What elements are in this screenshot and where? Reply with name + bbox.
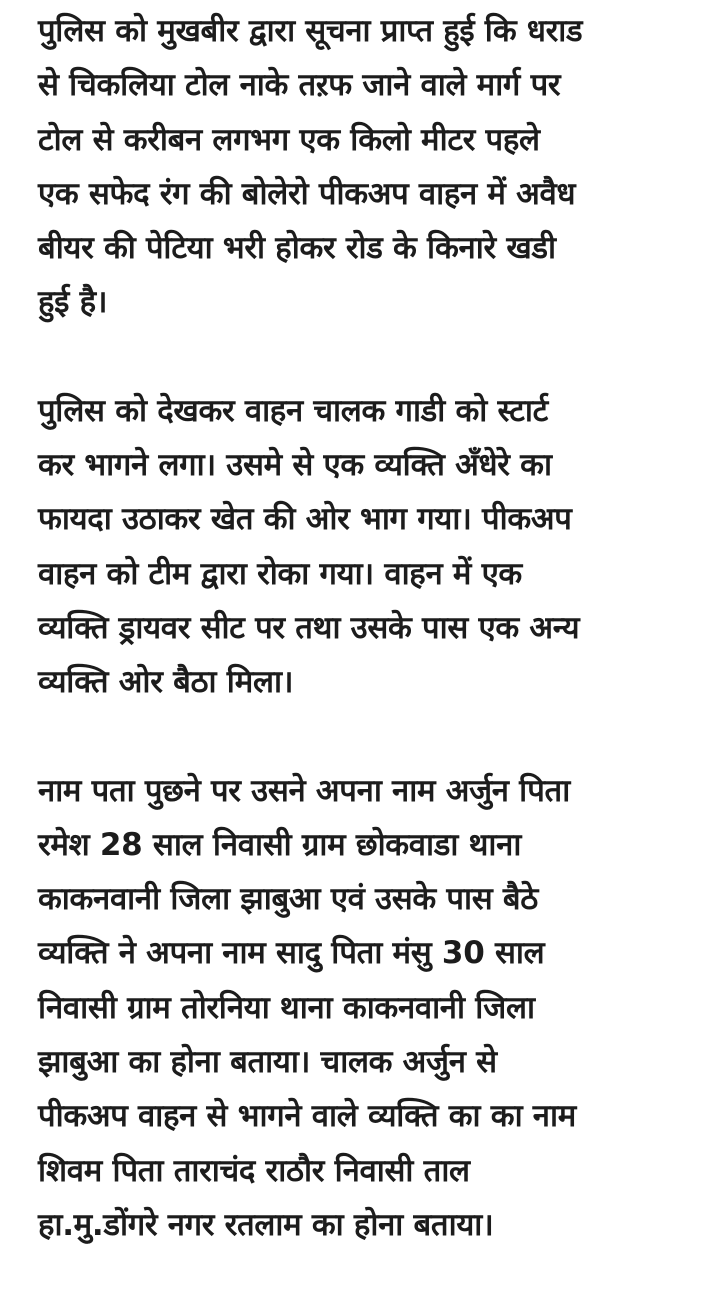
paragraph-line: नाम पता पुछने पर उसने अपना नाम अर्जुन पिता <box>38 772 570 809</box>
paragraph-line: निवासी ग्राम तोरनिया थाना काकनवानी जिला <box>38 989 535 1026</box>
paragraph-line: काकनवानी जिला झाबुआ एवं उसके पास बैठे <box>38 881 538 918</box>
paragraph-line: शिवम पिता ताराचंद राठौर निवासी ताल <box>38 1152 470 1189</box>
paragraph-line: हुई है। <box>38 284 108 321</box>
paragraph-line: पुलिस को देखकर वाहन चालक गाडी को स्टार्ट <box>38 392 548 429</box>
article-paragraph-3 <box>38 764 688 1253</box>
paragraph-line: टोल से करीबन लगभग एक किलो मीटर पहले <box>38 121 540 158</box>
article-paragraph-2 <box>38 384 688 710</box>
paragraph-line: से चिकलिया टोल नाके तऱफ जाने वाले मार्ग पर <box>38 67 561 104</box>
paragraph-line: वाहन को टीम द्वारा रोका गया। वाहन में एक <box>38 555 522 592</box>
article-paragraph-1 <box>38 4 688 330</box>
paragraph-line: व्यक्ति ओर बैठा मिला। <box>38 664 294 701</box>
news-article-body <box>38 4 688 1306</box>
paragraph-line: झाबुआ का होना बताया। चालक अर्जुन से <box>38 1044 497 1081</box>
paragraph-line: फायदा उठाकर खेत की ओर भाग गया। पीकअप <box>38 501 572 538</box>
paragraph-line: व्यक्ति ड्रायवर सीट पर तथा उसके पास एक अन्य <box>38 609 580 646</box>
paragraph-line: रमेश 28 साल निवासी ग्राम छोकवाडा थाना <box>38 826 522 863</box>
paragraph-line: बीयर की पेटिया भरी होकर रोड के किनारे खडी <box>38 230 556 267</box>
paragraph-line: पीकअप वाहन से भागने वाले व्यक्ति का का नाम <box>38 1098 576 1135</box>
paragraph-line: कर भागने लगा। उसमे से एक व्यक्ति अँधेरे का <box>38 447 552 484</box>
paragraph-line: पुलिस को मुखबीर द्वारा सूचना प्राप्त हुई कि धराड <box>38 13 583 49</box>
paragraph-line: एक सफेद रंग की बोलेरो पीकअप वाहन में अवैध <box>38 175 576 212</box>
paragraph-line: व्यक्ति ने अपना नाम सादु पिता मंसु 30 साल <box>38 935 545 972</box>
paragraph-line: हा.मु.डोंगरे नगर रतलाम का होना बताया। <box>38 1206 494 1243</box>
